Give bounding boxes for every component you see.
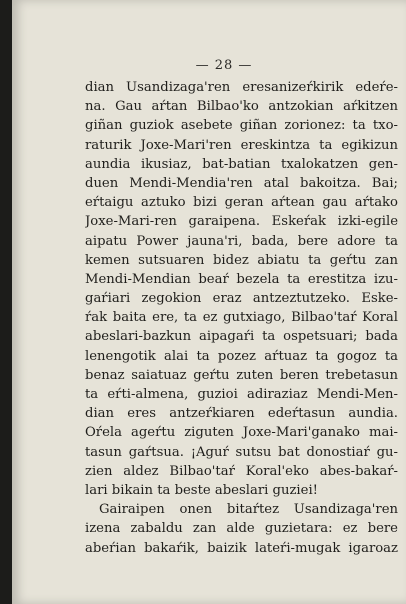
body-text (85, 78, 398, 558)
text-line: ta eŕti-almena, guzioi adiraziaz Mendi-Men- (85, 387, 398, 402)
book-page (12, 0, 406, 604)
text-line: kemen sutsuaren bidez abiatu ta geŕtu zan (85, 252, 398, 268)
text-line: Gairaipen onen bitaŕtez Usandizaga'ren (99, 502, 398, 518)
text-line: gaŕiari zegokion eraz antzeztutzeko. Eske- (85, 291, 398, 307)
text-line: lari bikain ta beste abeslari guziei! (85, 482, 318, 498)
page-number: — 28 — (195, 58, 253, 73)
text-line: giñan guziok asebete giñan zorionez: ta txo- (85, 118, 398, 134)
text-line: dian Usandizaga'ren eresanizeŕkirik edeŕe- (85, 80, 398, 95)
text-line: lenengotik alai ta pozez aŕtuaz ta gogoz ta (85, 348, 398, 364)
text-line: Oŕela ageŕtu ziguten Joxe-Mari'ganako mai- (85, 425, 398, 441)
text-line: dian eres antzeŕkiaren edeŕtasun aundia. (85, 406, 398, 422)
text-line: duen Mendi-Mendia'ren atal bakoitza. Bai; (85, 175, 398, 191)
text-line: benaz saiatuaz geŕtu zuten beren trebetasun (85, 367, 398, 383)
text-line: Mendi-Mendian beaŕ bezela ta erestitza izu- (85, 271, 398, 287)
text-line: Joxe-Mari-ren garaipena. Eskeŕak izki-egile (85, 214, 398, 230)
text-line: aipatu Power jauna'ri, bada, bere adore ta (85, 233, 398, 249)
text-line: aundia ikusiaz, bat-batian txalokatzen gen- (85, 156, 398, 172)
text-line: abeŕian bakaŕik, baizik lateŕi-mugak igaroaz (85, 540, 398, 556)
text-line: abeslari-bazkun aipagaŕi ta ospetsuari; bada (85, 329, 398, 345)
text-line: ŕak baita ere, ta ez gutxiago, Bilbao'taŕ Koral (85, 310, 398, 326)
text-line: zien aldez Bilbao'taŕ Koral'eko abes-bakaŕ- (85, 463, 398, 479)
text-line: eŕtaigu aztuko bizi geran aŕtean gau aŕtako (85, 195, 398, 211)
text-line: raturik Joxe-Mari'ren ereskintza ta egikizun (85, 137, 398, 153)
text-line: tasun gaŕtsua. ¡Aguŕ sutsu bat donostiaŕ gu- (85, 444, 398, 460)
text-line: na. Gau aŕtan Bilbao'ko antzokian aŕkitzen (85, 99, 398, 115)
text-line: izena zabaldu zan alde guzietara: ez bere (85, 521, 398, 537)
